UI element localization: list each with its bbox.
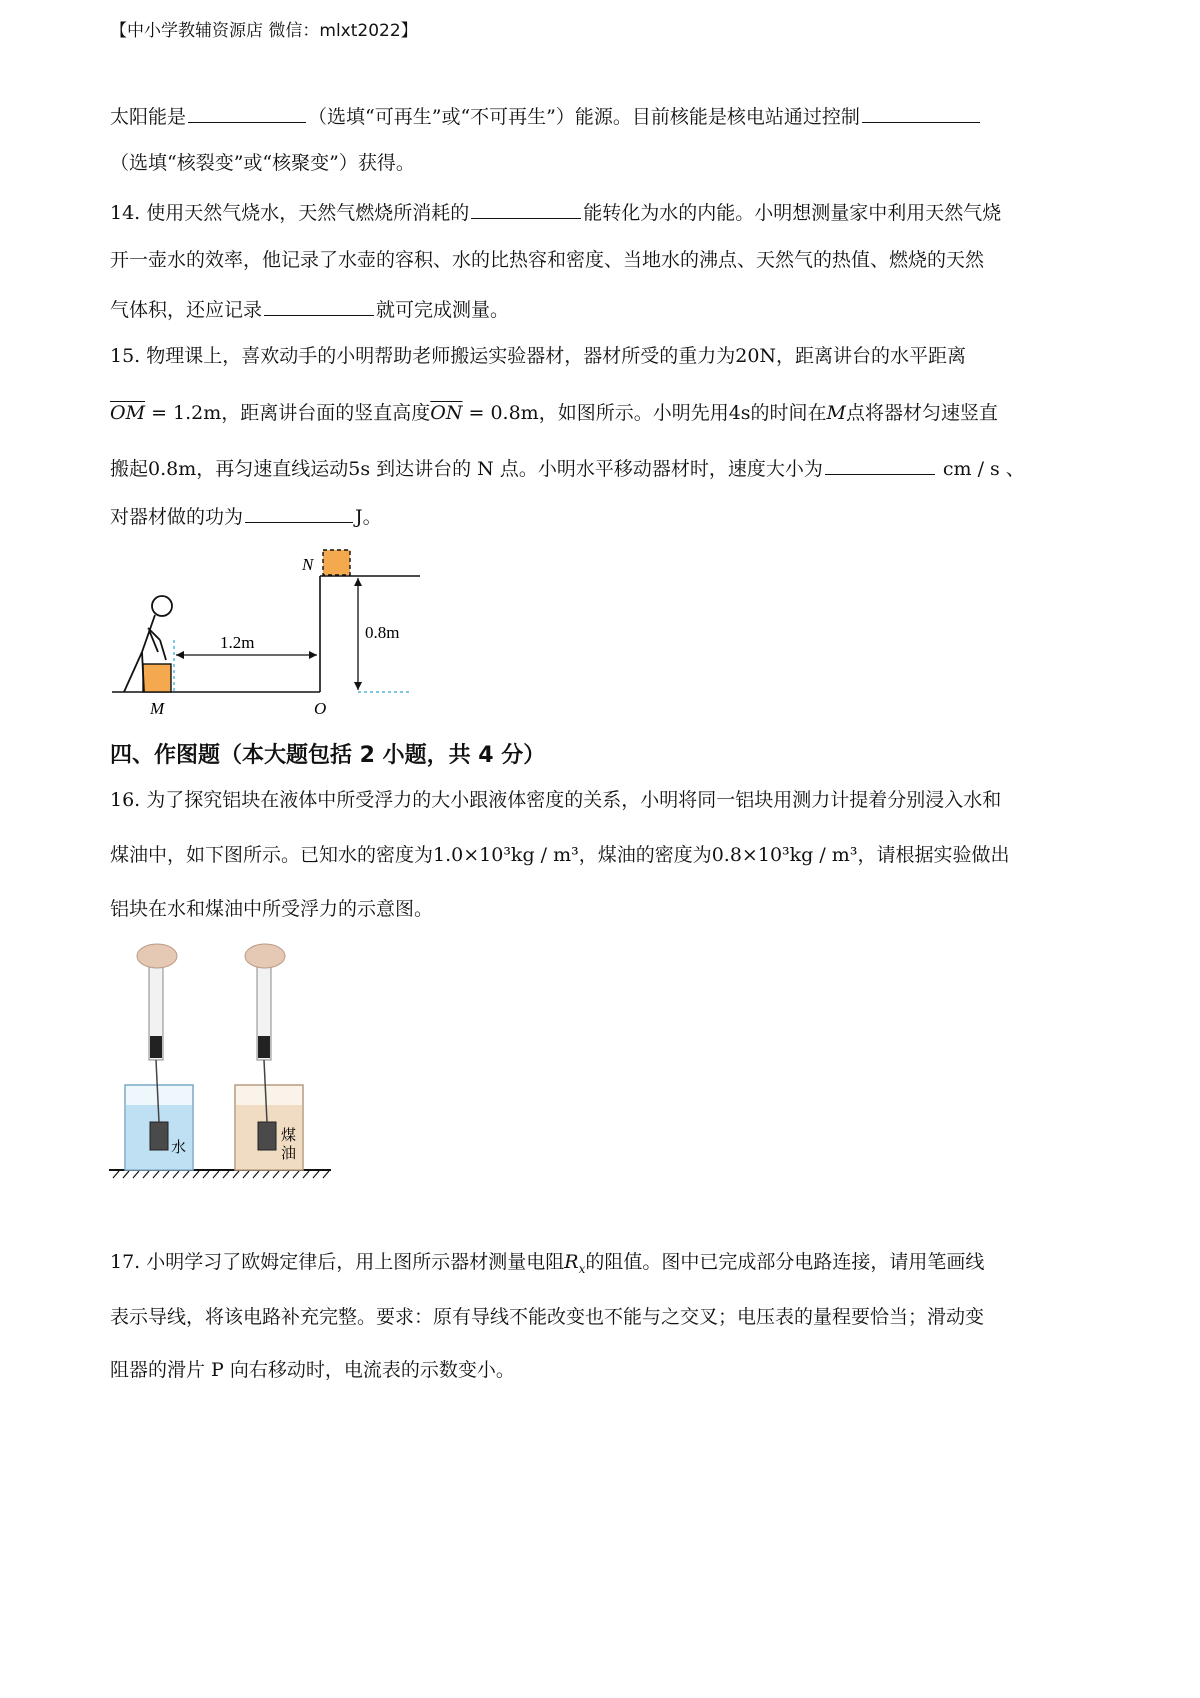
block-in-oil <box>258 1122 276 1150</box>
q15-line-3 <box>110 454 1025 482</box>
q13-line-1 <box>110 102 982 130</box>
q15-line-1: 15. 物理课上，喜欢动手的小明帮助老师搬运实验器材，器材所受的重力为20N，距离讲台的水平距离 <box>110 345 967 367</box>
label-water: 水 <box>171 1140 187 1156</box>
label-m: M <box>150 699 165 718</box>
q17-line-2: 表示导线，将该电路补充完整。要求：原有导线不能改变也不能与之交叉；电压表的量程要恰当；滑动变 <box>110 1306 985 1328</box>
q15-blank-1[interactable] <box>825 454 935 475</box>
q15-line-4 <box>110 502 382 530</box>
q15-text-d: 搬起0.8m，再匀速直线运动5s 到达讲台的 N 点。小明水平移动器材时，速度大小为 <box>110 458 823 480</box>
hand-left <box>137 944 177 968</box>
q13-text-a: 太阳能是 <box>110 106 187 128</box>
q13-line-2: （选填“核裂变”或“核聚变”）获得。 <box>110 152 415 174</box>
arrow-head-right <box>309 651 317 659</box>
box-at-n <box>323 550 350 575</box>
q15-figure <box>100 540 430 725</box>
q13-blank-2[interactable] <box>862 102 980 123</box>
table-hatching <box>113 1171 329 1178</box>
label-0-8m: 0.8m <box>365 623 400 642</box>
q14-line-3 <box>110 295 509 323</box>
label-oil-2: 油 <box>281 1146 297 1162</box>
q14-text-c: 气体积，还应记录 <box>110 299 263 321</box>
q15-blank-2[interactable] <box>245 502 353 523</box>
page-header: 【中小学教辅资源店 微信：mlxt2022】 <box>110 21 418 41</box>
q16-line-2: 煤油中，如下图所示。已知水的密度为1.0×10³kg / m³，煤油的密度为0.8×10³kg / m³，请根据实验做出 <box>110 844 1010 866</box>
label-oil-1: 煤 <box>281 1128 297 1144</box>
q17-text-a: 17. 小明学习了欧姆定律后，用上图所示器材测量电阻 <box>110 1251 565 1273</box>
scale-hook-left <box>150 1036 162 1058</box>
box-at-m <box>143 664 171 692</box>
q14-text-d: 就可完成测量。 <box>376 299 510 321</box>
q15-text-g: J。 <box>355 506 382 528</box>
q14-line-1 <box>110 198 1001 226</box>
hand-right <box>245 944 285 968</box>
label-n: N <box>302 555 314 574</box>
label-o: O <box>314 699 327 718</box>
block-in-water <box>150 1122 168 1150</box>
q17-text-b: 的阻值。图中已完成部分电路连接，请用笔画线 <box>585 1251 985 1273</box>
q15-line-2 <box>110 400 998 426</box>
q16-line-1: 16. 为了探究铝块在液体中所受浮力的大小跟液体密度的关系，小明将同一铝块用测力计提着分别浸入水和 <box>110 789 1002 811</box>
q16-figure <box>105 940 340 1185</box>
q16-line-3: 铝块在水和煤油中所受浮力的示意图。 <box>110 898 434 920</box>
q14-line-2: 开一壶水的效率，他记录了水壶的容积、水的比热容和密度、当地水的沸点、天然气的热值、燃烧的天然 <box>110 249 985 271</box>
q15-text-e: cm / s 、 <box>936 458 1025 480</box>
q17-line-1 <box>110 1249 984 1282</box>
q15-m: M <box>826 402 847 424</box>
q14-blank-1[interactable] <box>471 198 581 219</box>
q15-text-a: = 1.2m，距离讲台面的竖直高度 <box>145 402 431 424</box>
q15-text-c: 点将器材匀速竖直 <box>846 402 999 424</box>
q13-blank-1[interactable] <box>188 102 306 123</box>
q15-text-b: = 0.8m，如图所示。小明先用4s的时间在 <box>462 402 827 424</box>
arrow-head-down <box>354 682 362 690</box>
q14-text-b: 能转化为水的内能。小明想测量家中利用天然气烧 <box>583 202 1002 224</box>
q14-text-a: 14. 使用天然气烧水，天然气燃烧所消耗的 <box>110 202 470 224</box>
section-title: 四、作图题（本大题包括 2 小题，共 4 分） <box>110 743 546 768</box>
q15-on: $\overline{ON}$ <box>430 402 463 424</box>
q17-r-sub: x <box>578 1261 586 1276</box>
q17-line-3: 阻器的滑片 P 向右移动时，电流表的示数变小。 <box>110 1359 515 1381</box>
arrow-head-left <box>176 651 184 659</box>
arrow-head-up <box>354 578 362 586</box>
scale-hook-right <box>258 1036 270 1058</box>
q15-om: $\overline{OM}$ <box>110 402 146 424</box>
q15-text-f: 对器材做的功为 <box>110 506 244 528</box>
q13-text-b: （选填“可再生”或“不可再生”）能源。目前核能是核电站通过控制 <box>308 106 860 128</box>
q14-blank-2[interactable] <box>264 295 374 316</box>
label-1-2m: 1.2m <box>220 633 255 652</box>
q17-r: R <box>564 1251 579 1273</box>
